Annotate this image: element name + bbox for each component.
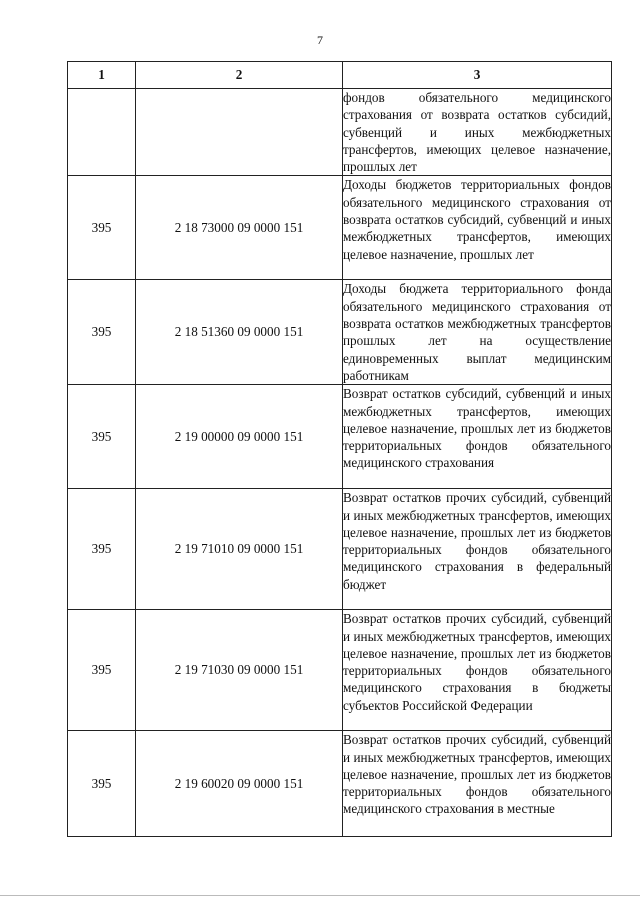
column-header-2: 2 (136, 62, 343, 89)
budget-code-cell: 2 19 60020 09 0000 151 (136, 731, 343, 837)
budget-code-cell: 2 19 71030 09 0000 151 (136, 610, 343, 731)
admin-code-cell: 395 (68, 280, 136, 385)
description-cell: Возврат остатков субсидий, субвенций и иных межбюджетных трансфертов, имеющих целевое назначение, прошлых лет из бюджетов территориальных фондов обязательного медицинского страхования (343, 385, 612, 489)
table-row (68, 280, 612, 385)
table-row (68, 385, 612, 489)
budget-code-cell: 2 19 71010 09 0000 151 (136, 489, 343, 610)
description-cell: Доходы бюджетов территориальных фондов обязательного медицинского страхования от возврата остатков субсидий, субвенций и иных межбюджетных трансфертов, имеющих целевое назначение, прошлых лет (343, 176, 612, 280)
budget-code-cell (136, 89, 343, 176)
scan-edge-line (0, 895, 640, 896)
admin-code-cell: 395 (68, 610, 136, 731)
admin-code-cell (68, 89, 136, 176)
description-cell: Возврат остатков прочих субсидий, субвенций и иных межбюджетных трансфертов, имеющих целевое назначение, прошлых лет из бюджетов территориальных фондов обязательного медицинского страхования в местные (343, 731, 612, 837)
admin-code-cell: 395 (68, 385, 136, 489)
admin-code-cell: 395 (68, 731, 136, 837)
budget-code-cell: 2 19 00000 09 0000 151 (136, 385, 343, 489)
admin-code-cell: 395 (68, 176, 136, 280)
table-row (68, 89, 612, 176)
description-cell: Возврат остатков прочих субсидий, субвенций и иных межбюджетных трансфертов, имеющих целевое назначение, прошлых лет из бюджетов территориальных фондов обязательного медицинского страхования в бюджеты субъектов Российской Федерации (343, 610, 612, 731)
admin-code-cell: 395 (68, 489, 136, 610)
table-header-row (68, 62, 612, 89)
table-row (68, 489, 612, 610)
budget-codes-table (67, 61, 612, 837)
description-cell: Доходы бюджета территориального фонда обязательного медицинского страхования от возврата остатков межбюджетных трансфертов прошлых лет на осуществление единовременных выплат медицинским работникам (343, 281, 611, 383)
column-header-1: 1 (68, 62, 136, 89)
table-row (68, 176, 612, 280)
table-row (68, 610, 612, 731)
description-cell: фондов обязательного медицинского страхования от возврата остатков субсидий, субвенций и иных межбюджетных трансфертов, имеющих целевое назначение, прошлых лет (343, 90, 611, 175)
budget-code-cell: 2 18 51360 09 0000 151 (136, 280, 343, 385)
table-row (68, 731, 612, 837)
column-header-3: 3 (343, 62, 612, 89)
budget-code-cell: 2 18 73000 09 0000 151 (136, 176, 343, 280)
description-cell: Возврат остатков прочих субсидий, субвенций и иных межбюджетных трансфертов, имеющих целевое назначение, прошлых лет из бюджетов территориальных фондов обязательного медицинского страхования в федеральный бюджет (343, 489, 612, 610)
page-number: 7 (317, 33, 323, 47)
